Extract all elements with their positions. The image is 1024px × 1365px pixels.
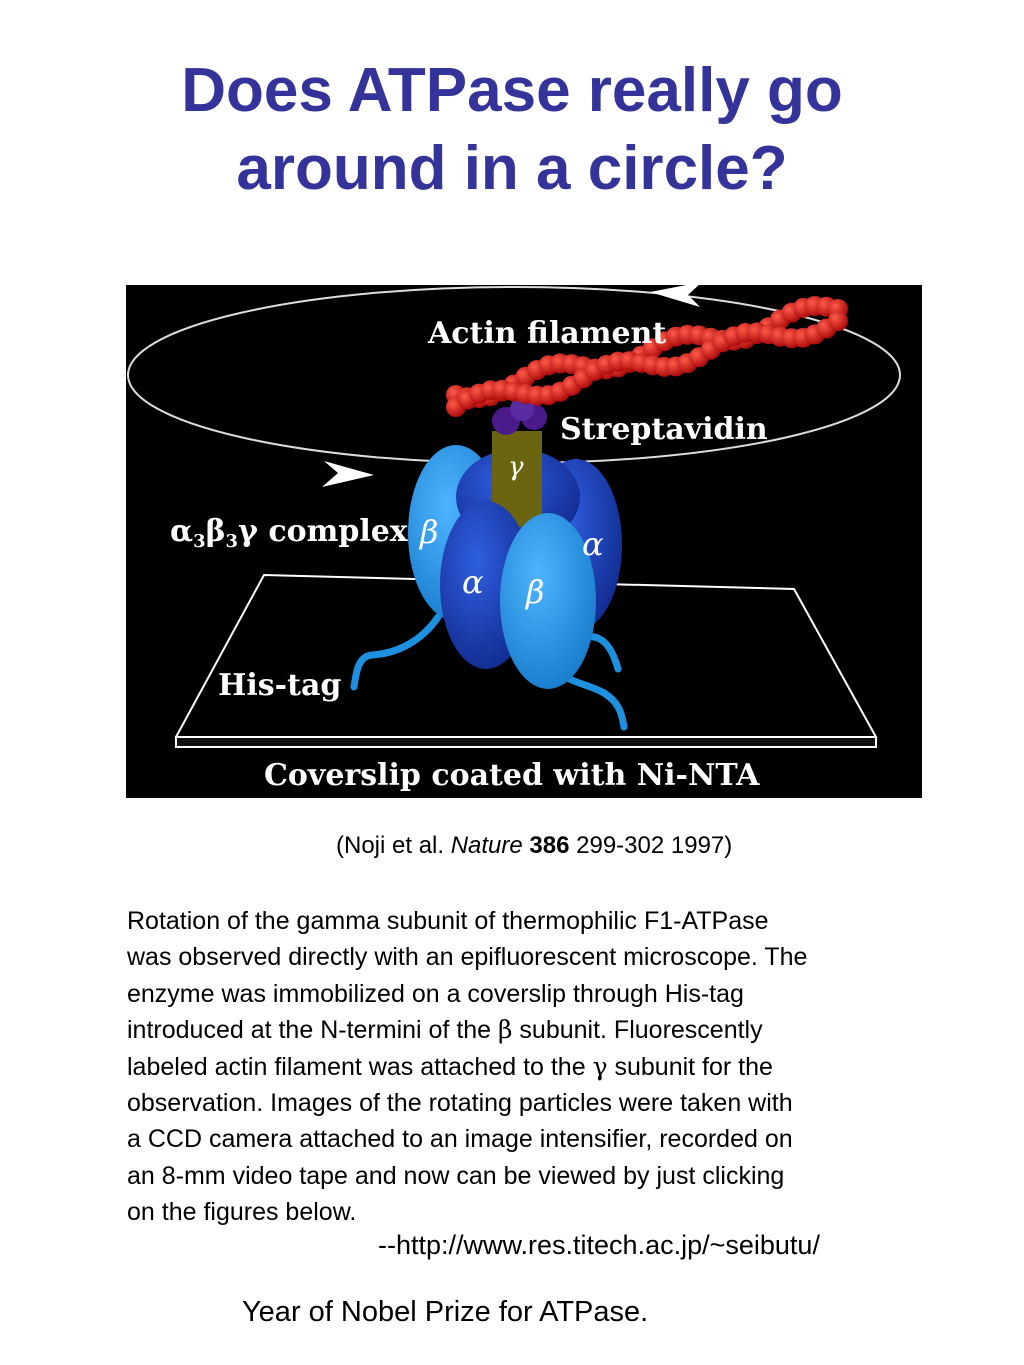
body-line-5: labeled actin filament was attached to the γ subunit for the	[127, 1051, 773, 1081]
citation-journal: Nature	[450, 832, 523, 859]
slide-title	[0, 52, 1024, 208]
atpase-rotation-diagram[interactable]	[126, 285, 922, 798]
label-histag: His-tag	[218, 668, 342, 703]
diagram-svg	[126, 285, 922, 798]
label-actin-filament: Actin filament	[428, 316, 667, 351]
label-alpha-front: α	[462, 563, 484, 601]
label-alpha-right: α	[582, 525, 604, 563]
description-paragraph	[127, 903, 967, 1231]
label-complex: $\alpha_3\beta_3\gamma$ complex	[170, 514, 408, 552]
title-line-2: around in a circle?	[236, 134, 788, 203]
nobel-note: Year of Nobel Prize for ATPase.	[242, 1296, 649, 1328]
source-link[interactable]: --http://www.res.titech.ac.jp/~seibutu/	[378, 1230, 820, 1260]
coverslip-edge	[176, 737, 876, 747]
body-line-2: was observed directly with an epifluorescent microscope. The	[127, 943, 808, 972]
beta-symbol: β	[498, 1015, 513, 1045]
citation-volume: 386	[529, 832, 570, 859]
rotation-arrow-bottom	[322, 461, 374, 487]
body-line-9: on the figures below.	[127, 1198, 357, 1227]
body-line-8: an 8-mm video tape and now can be viewed by just clicking	[127, 1161, 785, 1190]
body-line-4: introduced at the N-termini of the β subunit. Fluorescently	[127, 1015, 763, 1045]
label-beta-left: β	[420, 513, 439, 551]
title-line-1: Does ATPase really go	[181, 56, 843, 125]
citation: (Noji et al. Nature 386 299-302 1997)	[336, 832, 733, 859]
body-line-7: a CCD camera attached to an image intensifier, recorded on	[127, 1125, 793, 1154]
body-line-3: enzyme was immobilized on a coverslip through His-tag	[127, 979, 744, 1008]
body-line-6: observation. Images of the rotating particles were taken with	[127, 1089, 793, 1118]
label-gamma: γ	[508, 452, 524, 482]
label-beta-center: β	[526, 573, 545, 611]
actin-filament	[446, 296, 848, 417]
actin-bead	[828, 311, 848, 331]
rotation-arrow-top	[650, 285, 702, 307]
label-coverslip: Coverslip coated with Ni-NTA	[264, 758, 760, 793]
body-line-1: Rotation of the gamma subunit of thermophilic F1-ATPase	[127, 907, 769, 935]
gamma-symbol: γ	[592, 1051, 608, 1081]
label-streptavidin: Streptavidin	[560, 412, 768, 447]
